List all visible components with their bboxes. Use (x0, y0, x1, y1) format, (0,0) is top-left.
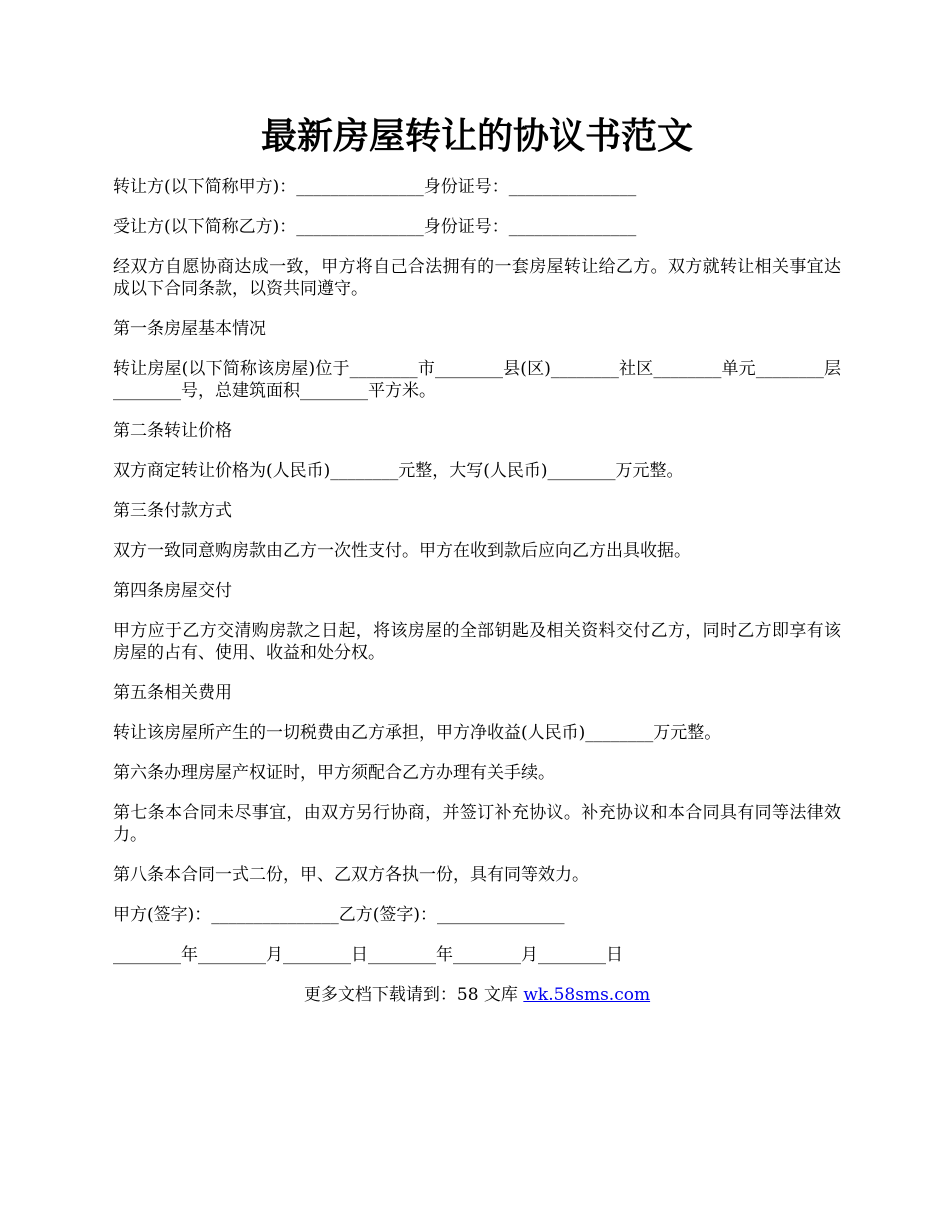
date-line: ________年________月________日________年________月________日 (113, 945, 623, 965)
footer-link[interactable]: wk.58sms.com (523, 985, 651, 1005)
document-page (113, 110, 841, 1006)
article-3-body: 双方一致同意购房款由乙方一次性支付。甲方在收到款后应向乙方出具收据。 (113, 541, 691, 561)
signature-line: 甲方(签字)：_______________乙方(签字)：_______________ (113, 905, 565, 925)
transferee-line: 受让方(以下简称乙方)：_______________身份证号：_______________ (113, 217, 637, 237)
article-3-heading: 第三条付款方式 (113, 501, 232, 521)
article-1-body: 转让房屋(以下简称该房屋)位于________市________县(区)________社区________单元________层________号，总建筑面积________平方米。 (113, 359, 841, 401)
transferor-line: 转让方(以下简称甲方)：_______________身份证号：_______________ (113, 177, 637, 197)
article-5-heading: 第五条相关费用 (113, 683, 232, 703)
preamble-paragraph: 经双方自愿协商达成一致，甲方将自己合法拥有的一套房屋转让给乙方。双方就转让相关事宜达成以下合同条款，以资共同遵守。 (113, 257, 841, 299)
article-8-paragraph: 第八条本合同一式二份，甲、乙双方各执一份，具有同等效力。 (113, 865, 589, 885)
footer (113, 984, 841, 1006)
article-5-body: 转让该房屋所产生的一切税费由乙方承担，甲方净收益(人民币)________万元整。 (113, 723, 722, 743)
article-1-heading: 第一条房屋基本情况 (113, 319, 266, 339)
article-4-body: 甲方应于乙方交清购房款之日起，将该房屋的全部钥匙及相关资料交付乙方，同时乙方即享有该房屋的占有、使用、收益和处分权。 (113, 621, 841, 663)
article-6-paragraph: 第六条办理房屋产权证时，甲方须配合乙方办理有关手续。 (113, 763, 555, 783)
article-2-heading: 第二条转让价格 (113, 421, 232, 441)
article-4-heading: 第四条房屋交付 (113, 581, 232, 601)
article-7-paragraph: 第七条本合同未尽事宜，由双方另行协商，并签订补充协议。补充协议和本合同具有同等法律效力。 (113, 803, 841, 845)
footer-text: 更多文档下载请到：58 文库 (303, 985, 524, 1005)
page-title: 最新房屋转让的协议书范文 (260, 115, 693, 157)
article-2-body: 双方商定转让价格为(人民币)________元整，大写(人民币)________万元整。 (113, 461, 684, 481)
